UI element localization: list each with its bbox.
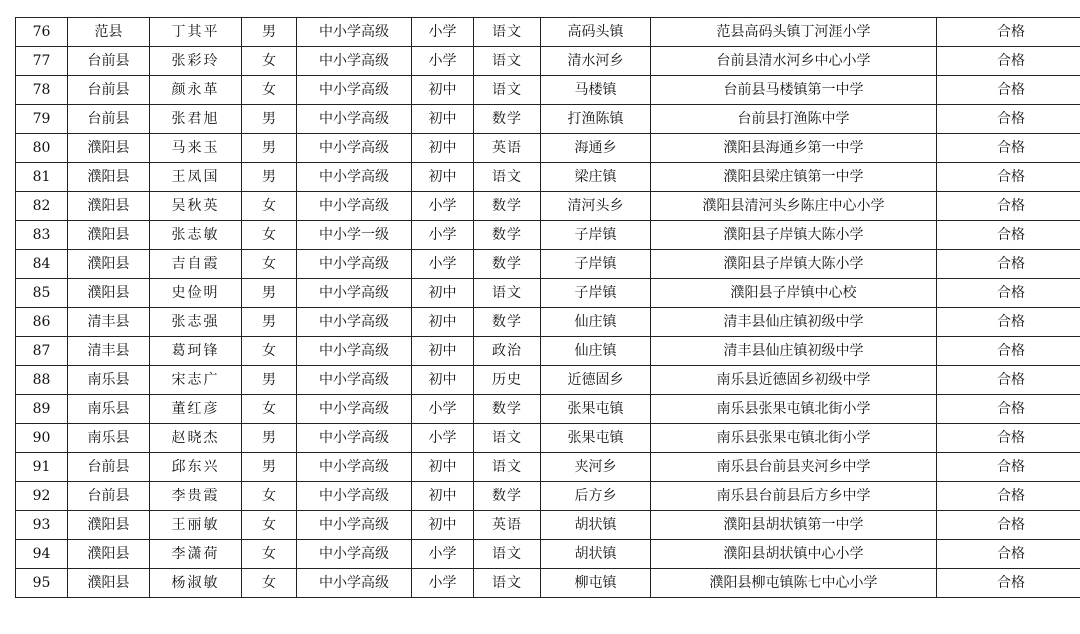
cell-school: 台前县马楼镇第一中学 bbox=[651, 76, 937, 105]
cell-county: 南乐县 bbox=[68, 424, 150, 453]
cell-school-level: 初中 bbox=[412, 76, 474, 105]
cell-name: 马来玉 bbox=[150, 134, 242, 163]
cell-school: 南乐县台前县后方乡中学 bbox=[651, 482, 937, 511]
cell-county: 台前县 bbox=[68, 105, 150, 134]
cell-name: 王丽敏 bbox=[150, 511, 242, 540]
cell-name: 李贵霞 bbox=[150, 482, 242, 511]
cell-county: 濮阳县 bbox=[68, 134, 150, 163]
cell-school: 濮阳县海通乡第一中学 bbox=[651, 134, 937, 163]
cell-result: 合格 bbox=[937, 337, 1080, 366]
cell-school: 濮阳县子岸镇中心校 bbox=[651, 279, 937, 308]
cell-subject: 语文 bbox=[474, 569, 541, 598]
cell-number: 82 bbox=[16, 192, 68, 221]
cell-school-level: 初中 bbox=[412, 105, 474, 134]
cell-county: 清丰县 bbox=[68, 308, 150, 337]
cell-result: 合格 bbox=[937, 366, 1080, 395]
cell-gender: 女 bbox=[242, 511, 297, 540]
cell-school-level: 小学 bbox=[412, 540, 474, 569]
cell-result: 合格 bbox=[937, 279, 1080, 308]
cell-town: 梁庄镇 bbox=[541, 163, 651, 192]
cell-county: 台前县 bbox=[68, 482, 150, 511]
cell-town: 近德固乡 bbox=[541, 366, 651, 395]
cell-number: 88 bbox=[16, 366, 68, 395]
cell-title: 中小学高级 bbox=[297, 18, 412, 47]
table-row bbox=[16, 366, 1080, 395]
cell-town: 子岸镇 bbox=[541, 221, 651, 250]
cell-town: 胡状镇 bbox=[541, 511, 651, 540]
cell-result: 合格 bbox=[937, 250, 1080, 279]
cell-number: 80 bbox=[16, 134, 68, 163]
cell-school-level: 初中 bbox=[412, 453, 474, 482]
cell-county: 台前县 bbox=[68, 76, 150, 105]
table-row bbox=[16, 18, 1080, 47]
cell-school: 台前县清水河乡中心小学 bbox=[651, 47, 937, 76]
cell-school-level: 小学 bbox=[412, 18, 474, 47]
cell-school-level: 初中 bbox=[412, 308, 474, 337]
cell-gender: 女 bbox=[242, 395, 297, 424]
cell-result: 合格 bbox=[937, 192, 1080, 221]
cell-county: 濮阳县 bbox=[68, 540, 150, 569]
table-row bbox=[16, 540, 1080, 569]
cell-name: 李潇荷 bbox=[150, 540, 242, 569]
cell-county: 濮阳县 bbox=[68, 511, 150, 540]
cell-county: 濮阳县 bbox=[68, 569, 150, 598]
cell-name: 宋志广 bbox=[150, 366, 242, 395]
cell-town: 张果屯镇 bbox=[541, 395, 651, 424]
cell-gender: 男 bbox=[242, 105, 297, 134]
table-row bbox=[16, 76, 1080, 105]
cell-school: 南乐县台前县夹河乡中学 bbox=[651, 453, 937, 482]
cell-name: 张君旭 bbox=[150, 105, 242, 134]
cell-title: 中小学高级 bbox=[297, 366, 412, 395]
cell-number: 91 bbox=[16, 453, 68, 482]
table-row bbox=[16, 395, 1080, 424]
cell-result: 合格 bbox=[937, 395, 1080, 424]
cell-title: 中小学高级 bbox=[297, 47, 412, 76]
cell-subject: 数学 bbox=[474, 250, 541, 279]
cell-school: 濮阳县子岸镇大陈小学 bbox=[651, 221, 937, 250]
cell-school-level: 初中 bbox=[412, 366, 474, 395]
cell-number: 86 bbox=[16, 308, 68, 337]
cell-subject: 数学 bbox=[474, 395, 541, 424]
cell-title: 中小学高级 bbox=[297, 511, 412, 540]
cell-title: 中小学高级 bbox=[297, 308, 412, 337]
cell-school: 台前县打渔陈中学 bbox=[651, 105, 937, 134]
cell-subject: 语文 bbox=[474, 163, 541, 192]
cell-title: 中小学高级 bbox=[297, 163, 412, 192]
cell-school: 濮阳县清河头乡陈庄中心小学 bbox=[651, 192, 937, 221]
cell-county: 濮阳县 bbox=[68, 279, 150, 308]
cell-gender: 女 bbox=[242, 47, 297, 76]
cell-subject: 英语 bbox=[474, 134, 541, 163]
cell-gender: 男 bbox=[242, 453, 297, 482]
cell-county: 台前县 bbox=[68, 47, 150, 76]
cell-subject: 语文 bbox=[474, 47, 541, 76]
cell-county: 濮阳县 bbox=[68, 163, 150, 192]
cell-name: 葛珂锋 bbox=[150, 337, 242, 366]
cell-number: 94 bbox=[16, 540, 68, 569]
cell-subject: 语文 bbox=[474, 424, 541, 453]
cell-gender: 男 bbox=[242, 366, 297, 395]
cell-subject: 历史 bbox=[474, 366, 541, 395]
cell-gender: 男 bbox=[242, 424, 297, 453]
cell-name: 邱东兴 bbox=[150, 453, 242, 482]
cell-town: 子岸镇 bbox=[541, 279, 651, 308]
cell-gender: 女 bbox=[242, 221, 297, 250]
cell-school-level: 初中 bbox=[412, 482, 474, 511]
cell-name: 吉自霞 bbox=[150, 250, 242, 279]
table-row bbox=[16, 337, 1080, 366]
cell-result: 合格 bbox=[937, 540, 1080, 569]
cell-name: 史俭明 bbox=[150, 279, 242, 308]
cell-school: 濮阳县胡状镇第一中学 bbox=[651, 511, 937, 540]
cell-number: 78 bbox=[16, 76, 68, 105]
cell-town: 清河头乡 bbox=[541, 192, 651, 221]
table-row bbox=[16, 482, 1080, 511]
cell-gender: 女 bbox=[242, 76, 297, 105]
cell-town: 子岸镇 bbox=[541, 250, 651, 279]
table-row bbox=[16, 453, 1080, 482]
cell-subject: 语文 bbox=[474, 18, 541, 47]
cell-subject: 数学 bbox=[474, 221, 541, 250]
cell-county: 南乐县 bbox=[68, 395, 150, 424]
cell-town: 仙庄镇 bbox=[541, 308, 651, 337]
cell-result: 合格 bbox=[937, 76, 1080, 105]
table-row bbox=[16, 105, 1080, 134]
cell-school: 清丰县仙庄镇初级中学 bbox=[651, 308, 937, 337]
cell-school-level: 小学 bbox=[412, 47, 474, 76]
cell-county: 清丰县 bbox=[68, 337, 150, 366]
cell-title: 中小学高级 bbox=[297, 279, 412, 308]
cell-school: 南乐县张果屯镇北街小学 bbox=[651, 395, 937, 424]
cell-name: 杨淑敏 bbox=[150, 569, 242, 598]
cell-school-level: 小学 bbox=[412, 424, 474, 453]
cell-name: 赵晓杰 bbox=[150, 424, 242, 453]
cell-number: 90 bbox=[16, 424, 68, 453]
cell-town: 夹河乡 bbox=[541, 453, 651, 482]
cell-county: 台前县 bbox=[68, 453, 150, 482]
cell-name: 颜永革 bbox=[150, 76, 242, 105]
cell-number: 83 bbox=[16, 221, 68, 250]
cell-result: 合格 bbox=[937, 134, 1080, 163]
cell-school: 清丰县仙庄镇初级中学 bbox=[651, 337, 937, 366]
cell-town: 高码头镇 bbox=[541, 18, 651, 47]
cell-town: 后方乡 bbox=[541, 482, 651, 511]
cell-title: 中小学高级 bbox=[297, 482, 412, 511]
cell-gender: 男 bbox=[242, 163, 297, 192]
cell-result: 合格 bbox=[937, 453, 1080, 482]
cell-gender: 女 bbox=[242, 192, 297, 221]
results-table bbox=[15, 17, 1080, 598]
cell-gender: 女 bbox=[242, 482, 297, 511]
cell-result: 合格 bbox=[937, 482, 1080, 511]
cell-county: 南乐县 bbox=[68, 366, 150, 395]
cell-number: 81 bbox=[16, 163, 68, 192]
cell-school: 南乐县张果屯镇北街小学 bbox=[651, 424, 937, 453]
table-row bbox=[16, 163, 1080, 192]
cell-number: 85 bbox=[16, 279, 68, 308]
cell-result: 合格 bbox=[937, 511, 1080, 540]
table-row bbox=[16, 134, 1080, 163]
cell-town: 海通乡 bbox=[541, 134, 651, 163]
cell-number: 89 bbox=[16, 395, 68, 424]
cell-subject: 语文 bbox=[474, 540, 541, 569]
table-body bbox=[16, 18, 1080, 598]
cell-result: 合格 bbox=[937, 18, 1080, 47]
cell-title: 中小学高级 bbox=[297, 76, 412, 105]
cell-town: 柳屯镇 bbox=[541, 569, 651, 598]
cell-result: 合格 bbox=[937, 424, 1080, 453]
cell-number: 84 bbox=[16, 250, 68, 279]
cell-school-level: 初中 bbox=[412, 279, 474, 308]
cell-gender: 女 bbox=[242, 250, 297, 279]
cell-school: 濮阳县胡状镇中心小学 bbox=[651, 540, 937, 569]
cell-school-level: 小学 bbox=[412, 569, 474, 598]
cell-gender: 女 bbox=[242, 569, 297, 598]
cell-subject: 数学 bbox=[474, 308, 541, 337]
cell-school-level: 初中 bbox=[412, 163, 474, 192]
cell-title: 中小学高级 bbox=[297, 105, 412, 134]
cell-number: 79 bbox=[16, 105, 68, 134]
cell-title: 中小学高级 bbox=[297, 395, 412, 424]
table-row bbox=[16, 511, 1080, 540]
cell-subject: 英语 bbox=[474, 511, 541, 540]
cell-result: 合格 bbox=[937, 221, 1080, 250]
cell-title: 中小学高级 bbox=[297, 337, 412, 366]
cell-school-level: 小学 bbox=[412, 192, 474, 221]
cell-title: 中小学高级 bbox=[297, 192, 412, 221]
cell-town: 清水河乡 bbox=[541, 47, 651, 76]
cell-town: 张果屯镇 bbox=[541, 424, 651, 453]
cell-number: 87 bbox=[16, 337, 68, 366]
table-row bbox=[16, 279, 1080, 308]
cell-number: 92 bbox=[16, 482, 68, 511]
cell-name: 丁其平 bbox=[150, 18, 242, 47]
cell-town: 仙庄镇 bbox=[541, 337, 651, 366]
cell-school: 濮阳县梁庄镇第一中学 bbox=[651, 163, 937, 192]
results-table-page bbox=[15, 17, 1080, 598]
cell-subject: 语文 bbox=[474, 453, 541, 482]
table-row bbox=[16, 424, 1080, 453]
cell-school-level: 初中 bbox=[412, 134, 474, 163]
cell-gender: 女 bbox=[242, 337, 297, 366]
cell-subject: 语文 bbox=[474, 279, 541, 308]
cell-result: 合格 bbox=[937, 47, 1080, 76]
cell-school-level: 小学 bbox=[412, 221, 474, 250]
cell-gender: 男 bbox=[242, 279, 297, 308]
cell-title: 中小学高级 bbox=[297, 424, 412, 453]
table-row bbox=[16, 308, 1080, 337]
cell-school-level: 小学 bbox=[412, 395, 474, 424]
cell-subject: 数学 bbox=[474, 192, 541, 221]
cell-title: 中小学高级 bbox=[297, 540, 412, 569]
cell-county: 濮阳县 bbox=[68, 250, 150, 279]
cell-subject: 数学 bbox=[474, 105, 541, 134]
cell-school-level: 小学 bbox=[412, 250, 474, 279]
cell-county: 范县 bbox=[68, 18, 150, 47]
table-row bbox=[16, 221, 1080, 250]
cell-name: 张志敏 bbox=[150, 221, 242, 250]
cell-gender: 男 bbox=[242, 18, 297, 47]
cell-result: 合格 bbox=[937, 105, 1080, 134]
table-row bbox=[16, 250, 1080, 279]
cell-subject: 语文 bbox=[474, 76, 541, 105]
cell-number: 95 bbox=[16, 569, 68, 598]
table-row bbox=[16, 192, 1080, 221]
cell-school: 南乐县近德固乡初级中学 bbox=[651, 366, 937, 395]
table-row bbox=[16, 569, 1080, 598]
cell-title: 中小学一级 bbox=[297, 221, 412, 250]
cell-subject: 政治 bbox=[474, 337, 541, 366]
cell-name: 王凤国 bbox=[150, 163, 242, 192]
cell-school: 濮阳县柳屯镇陈七中心小学 bbox=[651, 569, 937, 598]
cell-name: 吴秋英 bbox=[150, 192, 242, 221]
cell-name: 张志强 bbox=[150, 308, 242, 337]
cell-title: 中小学高级 bbox=[297, 250, 412, 279]
cell-gender: 男 bbox=[242, 134, 297, 163]
cell-gender: 男 bbox=[242, 308, 297, 337]
cell-town: 打渔陈镇 bbox=[541, 105, 651, 134]
cell-title: 中小学高级 bbox=[297, 569, 412, 598]
cell-title: 中小学高级 bbox=[297, 134, 412, 163]
cell-gender: 女 bbox=[242, 540, 297, 569]
cell-subject: 数学 bbox=[474, 482, 541, 511]
cell-county: 濮阳县 bbox=[68, 221, 150, 250]
cell-school: 范县高码头镇丁河涯小学 bbox=[651, 18, 937, 47]
cell-title: 中小学高级 bbox=[297, 453, 412, 482]
cell-school-level: 初中 bbox=[412, 337, 474, 366]
table-row bbox=[16, 47, 1080, 76]
cell-school-level: 初中 bbox=[412, 511, 474, 540]
cell-number: 93 bbox=[16, 511, 68, 540]
cell-name: 董红彦 bbox=[150, 395, 242, 424]
cell-county: 濮阳县 bbox=[68, 192, 150, 221]
cell-name: 张彩玲 bbox=[150, 47, 242, 76]
cell-town: 胡状镇 bbox=[541, 540, 651, 569]
cell-number: 77 bbox=[16, 47, 68, 76]
cell-school: 濮阳县子岸镇大陈小学 bbox=[651, 250, 937, 279]
cell-number: 76 bbox=[16, 18, 68, 47]
cell-result: 合格 bbox=[937, 163, 1080, 192]
cell-result: 合格 bbox=[937, 308, 1080, 337]
cell-town: 马楼镇 bbox=[541, 76, 651, 105]
cell-result: 合格 bbox=[937, 569, 1080, 598]
